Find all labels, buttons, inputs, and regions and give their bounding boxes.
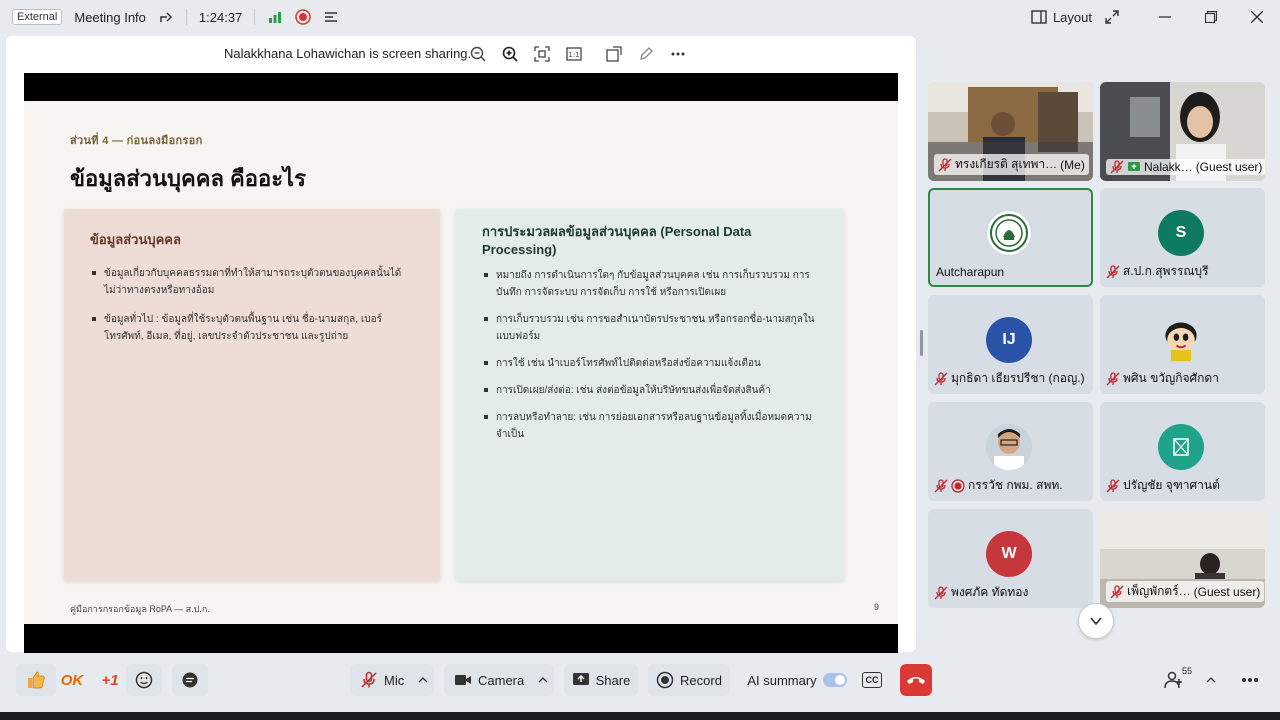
participant-name: Autcharapun: [936, 265, 1005, 279]
placeholder-avatar: [1158, 424, 1204, 470]
mic-muted-icon: [934, 372, 948, 386]
bullet-item: ข้อมูลเกี่ยวกับบุคคลธรรมดาที่ทำให้สามารถระบุตัวตนของบุคคลนั้นได้ ไม่ว่าทางตรงหรือทางอ้อม: [90, 265, 414, 299]
participant-name-tag: [934, 154, 1089, 175]
participant-count: 55: [1182, 666, 1193, 676]
participant-tile[interactable]: [928, 82, 1093, 181]
participant-suffix: (Guest user): [1193, 584, 1261, 599]
participant-name-tag: [934, 369, 1085, 388]
chevron-up-icon[interactable]: [538, 675, 548, 685]
plus-one-reaction[interactable]: +1: [101, 671, 119, 689]
smiley-icon: [135, 671, 153, 689]
mic-muted-icon: [1106, 479, 1120, 493]
participant-suffix: (Guest user): [1195, 160, 1263, 174]
share-link-icon[interactable]: [158, 9, 174, 25]
camera-button[interactable]: [444, 664, 554, 696]
meeting-timer: 1:24:37: [198, 9, 243, 25]
recording-indicator-icon[interactable]: [295, 9, 311, 25]
thumbs-up-icon: [26, 670, 46, 690]
mic-muted-icon: [1110, 160, 1124, 174]
shared-slide: [24, 73, 898, 653]
participant-tile[interactable]: [1100, 82, 1265, 181]
ok-reaction[interactable]: OK: [60, 671, 84, 689]
cartoon-avatar: [1158, 317, 1204, 363]
mic-muted-icon: [1110, 585, 1124, 599]
emoji-button[interactable]: [126, 664, 162, 696]
participant-name: Nalakk…: [1144, 160, 1193, 174]
minimize-icon[interactable]: [1142, 0, 1188, 34]
letterbox-top: [24, 73, 898, 101]
record-icon: [656, 671, 674, 689]
meeting-controls-icon[interactable]: [323, 9, 339, 25]
chevron-up-icon[interactable]: [1206, 675, 1216, 685]
layout-button[interactable]: Layout: [1052, 9, 1092, 25]
share-button[interactable]: [564, 664, 638, 696]
participant-tile[interactable]: [928, 295, 1093, 394]
bullet-item: การเปิดเผย/ส่งต่อ: เช่น ส่งต่อข้อมูลให้บริษัทขนส่งเพื่อจัดส่งสินค้า: [482, 382, 818, 399]
participant-tile[interactable]: [1100, 295, 1265, 394]
participant-name-tag: [1106, 262, 1209, 281]
ai-summary-button[interactable]: [740, 664, 854, 696]
participants-icon: [1164, 670, 1184, 690]
chat-button[interactable]: [172, 664, 208, 696]
participant-tile[interactable]: [1100, 188, 1265, 287]
ai-summary-toggle[interactable]: [823, 673, 847, 687]
participant-name: เพ็ญพักตร์…: [1127, 584, 1191, 598]
participant-name-tag: [1106, 159, 1265, 175]
mic-muted-icon: [934, 479, 948, 493]
initial-avatar: S: [1158, 210, 1204, 256]
initial-avatar: W: [986, 531, 1032, 577]
participants-button[interactable]: [1158, 664, 1224, 696]
chat-bubble-icon: [181, 671, 199, 689]
slide-footer: คู่มือการกรอกข้อมูล RoPA — ส.ป.ก.: [70, 604, 210, 614]
bullet-item: การลบหรือทำลาย: เช่น การย่อยเอกสารหรือลบฐานข้อมูลทิ้งเมื่อหมดความจำเป็น: [482, 409, 818, 443]
participant-suffix: (Me): [1060, 157, 1085, 172]
participant-name: พศิน ขวัญกิจศักดา: [1123, 371, 1219, 385]
slide-title: ข้อมูลส่วนบุคคล คืออะไร: [70, 166, 306, 191]
participant-name: พงศภัค ทัดทอง: [951, 585, 1029, 599]
participant-tile-active-speaker[interactable]: [928, 188, 1093, 287]
mic-muted-icon: [938, 158, 952, 172]
divider: [186, 9, 187, 25]
participant-name: ทรงเกียรติ สุเทพา…: [955, 157, 1058, 171]
more-options-icon[interactable]: [666, 43, 690, 65]
actual-size-icon[interactable]: [562, 43, 586, 65]
participant-tile[interactable]: [1100, 509, 1265, 608]
mic-muted-icon: [1106, 372, 1120, 386]
network-signal-icon[interactable]: [267, 9, 283, 25]
profile-photo-avatar: [986, 424, 1032, 470]
participant-tile[interactable]: [928, 509, 1093, 608]
zoom-out-icon[interactable]: [466, 43, 490, 65]
share-label: Share: [595, 672, 631, 688]
participant-name: กรรวัช กพม. สพท.: [968, 478, 1063, 492]
divider: [254, 9, 255, 25]
mic-off-icon: [360, 671, 378, 689]
captions-button[interactable]: [858, 664, 886, 696]
participant-name-tag: [934, 476, 1063, 495]
participant-tile[interactable]: [1100, 402, 1265, 501]
letterbox-bottom: [24, 624, 898, 653]
leave-meeting-button[interactable]: [900, 664, 932, 696]
chevron-down-icon: [1089, 614, 1103, 628]
annotate-icon[interactable]: [634, 43, 658, 65]
pane-resize-handle[interactable]: [920, 330, 923, 356]
bullet-item: ข้อมูลทั่วไป : ข้อมูลที่ใช้ระบุตัวตนพื้นฐาน เช่น ชื่อ-นามสกุล, เบอร์โทรศัพท์, อีเมล, ที่อยู่, เลขประจำตัวประชาชน และรูปถ่าย: [90, 311, 414, 345]
participant-name-tag: [1106, 369, 1219, 388]
initial-avatar: IJ: [986, 317, 1032, 363]
chevron-up-icon[interactable]: [418, 675, 428, 685]
mic-muted-icon: [934, 586, 948, 600]
more-icon: [1241, 677, 1259, 683]
svg-text:1:1: 1:1: [568, 51, 580, 59]
recording-icon: [951, 479, 965, 493]
card-heading: ข้อมูลส่วนบุคคล: [90, 232, 181, 247]
bullet-item: การใช้ เช่น นำเบอร์โทรศัพท์ไปติดต่อหรือส่งข้อความแจ้งเตือน: [482, 355, 818, 372]
personal-data-card: [64, 209, 440, 581]
participant-name: มุกธิดา เธียรปรีชา (กอญ.): [951, 371, 1085, 385]
organization-logo-avatar: [986, 210, 1032, 256]
layout-icon[interactable]: [1031, 9, 1047, 25]
close-icon[interactable]: [1234, 0, 1280, 34]
pop-out-icon[interactable]: [602, 43, 626, 65]
mic-button[interactable]: [350, 664, 434, 696]
participant-name-tag: [934, 583, 1028, 602]
participant-name-tag: [1106, 581, 1264, 602]
participant-name-tag: [936, 265, 1004, 279]
screen-share-pane: [6, 36, 916, 652]
record-button[interactable]: [648, 664, 730, 696]
camera-label: Camera: [478, 672, 525, 688]
hang-up-icon: [906, 674, 926, 686]
card-heading: การประมวลผลข้อมูลส่วนบุคคล (Personal Data Processing): [482, 224, 752, 257]
title-bar: [0, 0, 1280, 34]
ai-summary-label: AI summary: [747, 672, 817, 688]
meeting-info-button[interactable]: Meeting Info: [74, 9, 146, 25]
fullscreen-icon[interactable]: [1092, 0, 1132, 34]
screen-sharing-status: Nalakkhana Lohawichan is screen sharing.: [224, 46, 472, 61]
taskbar-edge: [0, 712, 1280, 720]
meeting-control-bar: [0, 656, 1280, 712]
share-screen-icon: [572, 671, 590, 689]
participant-tile[interactable]: [928, 402, 1093, 501]
mic-label: Mic: [384, 672, 405, 688]
participant-name: ปรัญชัย จุฑาศานต์: [1123, 478, 1220, 492]
record-label: Record: [680, 672, 722, 688]
bullet-item: การเก็บรวบรวม เช่น การขอสำเนาบัตรประชาชน หรือกรอกชื่อ-นามสกุลในแบบฟอร์ม: [482, 311, 818, 345]
camera-icon: [454, 671, 472, 689]
slide-section-label: ส่วนที่ 4 — ก่อนลงมือกรอก: [70, 135, 203, 147]
scroll-down-button[interactable]: [1078, 603, 1114, 639]
data-processing-card: [456, 209, 844, 581]
participant-name: ส.ป.ก.สุพรรณบุรี: [1123, 264, 1209, 278]
screen-share-indicator-icon: [1127, 160, 1141, 174]
zoom-in-icon[interactable]: [498, 43, 522, 65]
bullet-item: หมายถึง การดำเนินการใดๆ กับข้อมูลส่วนบุคคล เช่น การเก็บรวบรวม การบันทึก การจัดระบบ การจัดเก็บ การใช้ หรือการเปิดเผย: [482, 267, 818, 301]
mic-muted-icon: [1106, 265, 1120, 279]
fit-to-window-icon[interactable]: [530, 43, 554, 65]
captions-icon: CC: [862, 672, 882, 688]
slide-page-number: 9: [874, 602, 880, 612]
more-button[interactable]: [1232, 664, 1268, 696]
restore-icon[interactable]: [1188, 0, 1234, 34]
external-badge: External: [12, 9, 62, 25]
participant-name-tag: [1106, 476, 1220, 495]
screen-share-toolbar: [6, 36, 916, 72]
thumbs-up-reaction[interactable]: [16, 664, 56, 696]
